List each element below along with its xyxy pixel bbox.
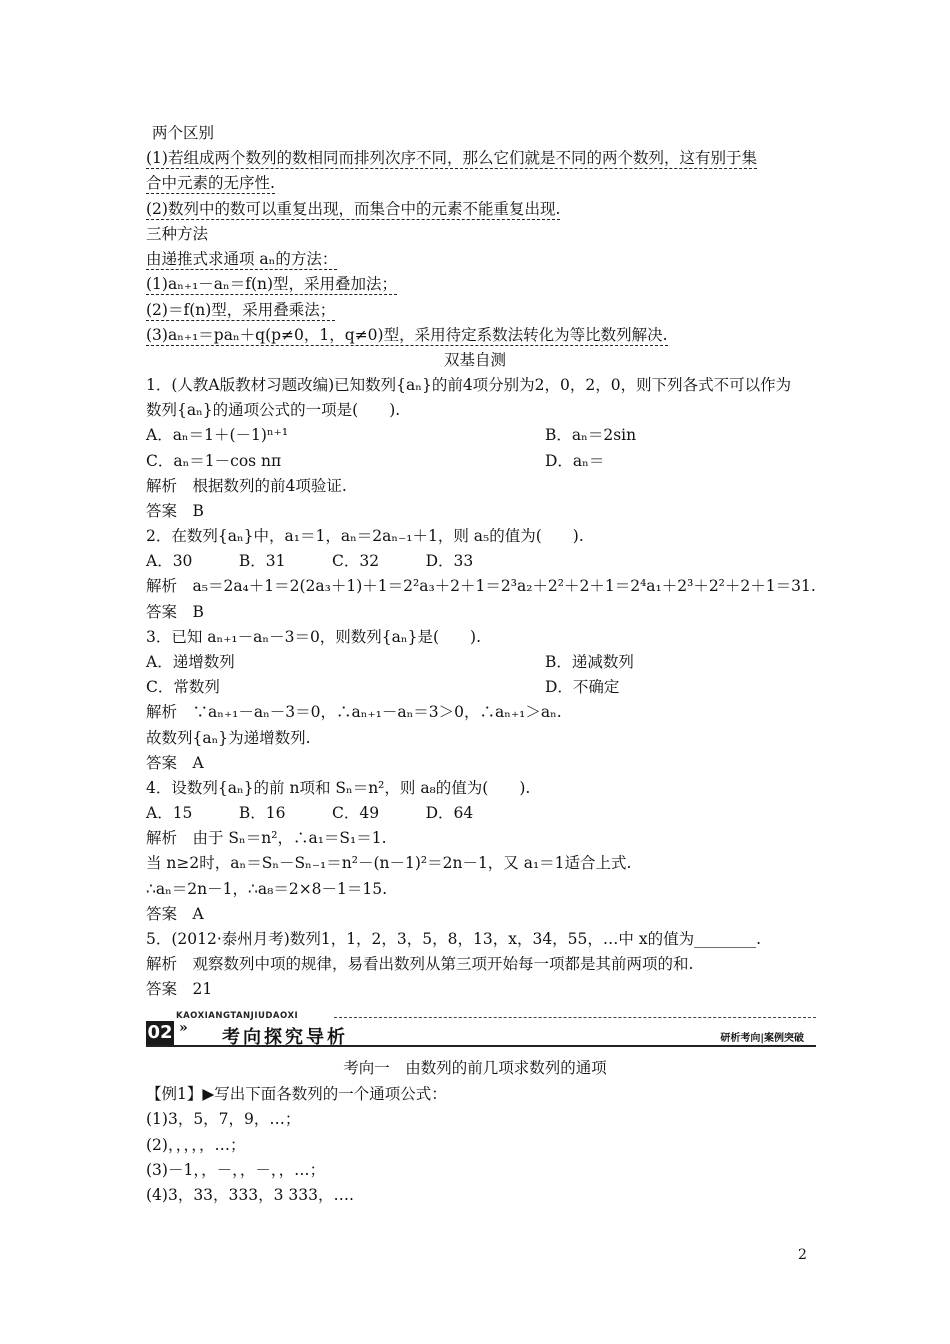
q5-analysis: 解析 观察数列中项的规律，易看出数列从第三项开始每一项都是其前两项的和. — [146, 955, 694, 973]
self-test-title: 双基自测 — [443, 351, 506, 369]
q1-option-b: B．aₙ＝2sin — [545, 426, 637, 444]
section-banner — [146, 1011, 816, 1047]
methods-intro: 由递推式求通项 aₙ的方法： — [146, 250, 338, 268]
q4-options: A．15 B．16 C．49 D．64 — [146, 804, 474, 822]
q3-stem: 3．已知 aₙ₊₁－aₙ－3＝0，则数列{aₙ}是( ). — [146, 628, 481, 646]
q5-stem: 5．(2012·泰州月考)数列1，1，2，3，5，8，13，x，34，55，…中 x的值为________. — [146, 930, 762, 948]
q4-analysis: 解析 由于 Sₙ＝n²，∴a₁＝S₁＝1. — [146, 829, 387, 847]
q4-analysis-2: 当 n≥2时，aₙ＝Sₙ－Sₙ₋₁＝n²－(n－1)²＝2n－1，又 a₁＝1适合上式. — [146, 854, 632, 872]
q3-analysis-2: 故数列{aₙ}为递增数列. — [146, 729, 311, 747]
chevron-icon: » — [179, 1020, 188, 1036]
method-1: (1)aₙ₊₁－aₙ＝f(n)型，采用叠加法； — [146, 275, 398, 293]
example-1-item-1: (1)3，5，7，9，…； — [146, 1110, 301, 1128]
q2-stem: 2．在数列{aₙ}中，a₁＝1，aₙ＝2aₙ₋₁＋1，则 a₅的值为( ). — [146, 527, 584, 545]
q1-option-a: A．aₙ＝1＋(－1)ⁿ⁺¹ — [146, 426, 289, 444]
q1-stem-b: 数列{aₙ}的通项公式的一项是( ). — [146, 401, 401, 419]
heading-three-methods: 三种方法 — [146, 225, 209, 243]
banner-pinyin: KAOXIANGTANJIUDAOXI — [176, 1011, 299, 1021]
method-2: (2)＝f(n)型，采用叠乘法； — [146, 301, 336, 319]
example-1-item-3: (3)－1，，－，，－，，…； — [146, 1161, 326, 1179]
banner-number: 02 — [147, 1022, 173, 1043]
page-number: 2 — [798, 1247, 807, 1263]
q3-option-a: A．递增数列 — [146, 653, 235, 671]
q2-options: A．30 B．31 C．32 D．33 — [146, 552, 474, 570]
q3-option-d: D．不确定 — [545, 678, 620, 696]
q1-analysis: 解析 根据数列的前4项验证. — [146, 477, 347, 495]
difference-1-line-a: (1)若组成两个数列的数相同而排列次序不同，那么它们就是不同的两个数列，这有别于集 — [146, 149, 757, 167]
q1-option-c: C．aₙ＝1－cos nπ — [146, 452, 282, 470]
example-1-item-2: (2)，，，，，…； — [146, 1136, 246, 1154]
q2-answer: 答案 B — [146, 603, 204, 621]
q1-answer: 答案 B — [146, 502, 204, 520]
method-3: (3)aₙ₊₁＝paₙ＋q(p≠0，1，q≠0)型，采用待定系数法转化为等比数列解决. — [146, 326, 668, 344]
q2-analysis: 解析 a₅＝2a₄＋1＝2(2a₃＋1)＋1＝2²a₃＋2＋1＝2³a₂＋2²＋2＋1＝2⁴a₁＋2³＋2²＋2＋1＝31. — [146, 577, 816, 595]
q1-stem-a: 1．(人教A版教材习题改编)已知数列{aₙ}的前4项分别为2，0，2，0，则下列各式不可以作为 — [146, 376, 792, 394]
banner-rule — [146, 1045, 816, 1047]
q4-analysis-3: ∴aₙ＝2n－1，∴a₈＝2×8－1＝15. — [146, 880, 388, 898]
q4-answer: 答案 A — [146, 905, 204, 923]
q3-option-c: C．常数列 — [146, 678, 220, 696]
q1-option-d: D．aₙ＝ — [545, 452, 605, 470]
banner-subtitle: 研析考向|案例突破 — [720, 1033, 804, 1044]
difference-1-line-b: 合中元素的无序性. — [146, 174, 275, 192]
q4-stem: 4．设数列{aₙ}的前 n项和 Sₙ＝n²，则 a₈的值为( ). — [146, 779, 531, 797]
q3-option-b: B．递减数列 — [545, 653, 634, 671]
q5-answer: 答案 21 — [146, 980, 213, 998]
banner-title: 考向探究导析 — [222, 1027, 348, 1048]
example-1-item-4: (4)3，33，333，3 333，…. — [146, 1186, 354, 1204]
example-1-heading: 【例1】▶写出下面各数列的一个通项公式： — [146, 1085, 447, 1103]
heading-two-differences: 两个区别 — [152, 124, 215, 142]
direction-1-title: 考向一 由数列的前几项求数列的通项 — [343, 1059, 607, 1077]
banner-dotted-rule — [334, 1017, 816, 1018]
difference-2: (2)数列中的数可以重复出现，而集合中的元素不能重复出现. — [146, 200, 561, 218]
q3-analysis: 解析 ∵aₙ₊₁－aₙ－3＝0，∴aₙ₊₁－aₙ＝3＞0，∴aₙ₊₁＞aₙ. — [146, 703, 562, 721]
q3-answer: 答案 A — [146, 754, 204, 772]
